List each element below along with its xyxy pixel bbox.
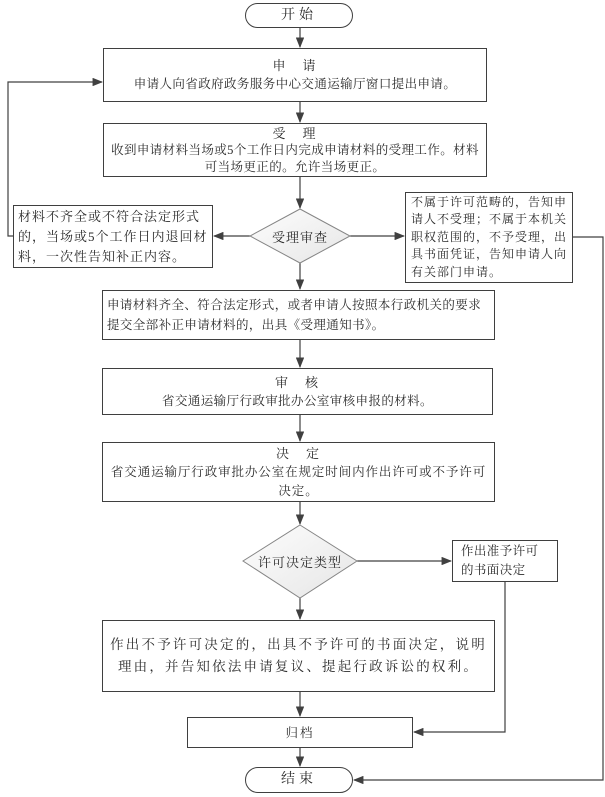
archive-box xyxy=(187,717,413,748)
incomplete-materials-text: 材料不齐全或不符合法定形式的，当场或5个工作日内退回材料，一次性告知补正内容。 xyxy=(18,208,208,264)
review-decision-label: 受理审查 xyxy=(271,229,328,245)
apply-step-box xyxy=(103,48,487,102)
apply-step-title: 申 请 xyxy=(272,58,318,73)
deny-decision-box xyxy=(102,620,495,692)
end-label: 结束 xyxy=(281,772,317,787)
audit-step-title: 审 核 xyxy=(274,374,320,390)
decide-step-box xyxy=(102,442,495,502)
grant-decision-box xyxy=(452,540,558,582)
apply-step-body: 申请人向省政府政务服务中心交通运输厅窗口提出申请。 xyxy=(133,77,457,91)
deny-decision-text: 作出不予许可决定的，出具不予许可的书面决定，说明理由，并告知依法申请复议、提起行政诉讼的权利。 xyxy=(110,637,487,674)
accept-step-body: 收到申请材料当场或5个工作日内完成申请材料的受理工作。材料可当场更正的。允许当场更正。 xyxy=(111,142,479,174)
decision-type-label: 许可决定类型 xyxy=(257,554,342,570)
not-in-scope-text: 不属于许可范畴的，告知申请人不受理；不属于本机关职权范围的，不予受理，出具书面凭证，告知申请人向有关部门申请。 xyxy=(411,194,568,279)
acceptance-notice-text: 申请材料齐全、符合法定形式，或者申请人按照本行政机关的要求提交全部补正申请材料的，出具《受理通知书》。 xyxy=(107,298,482,332)
start-label: 开始 xyxy=(281,7,317,23)
acceptance-notice-box xyxy=(102,290,495,340)
decide-step-body: 省交通运输厅行政审批办公室在规定时间内作出许可或不予许可决定。 xyxy=(110,464,487,498)
incomplete-materials-box xyxy=(13,205,213,268)
start-terminal xyxy=(245,3,353,28)
decide-step-title: 决 定 xyxy=(275,445,321,461)
not-in-scope-box xyxy=(405,192,573,283)
grant-decision-text: 作出准予许可的书面决定 xyxy=(461,544,539,577)
audit-step-box xyxy=(102,368,493,415)
audit-step-body: 省交通运输厅行政审批办公室审核申报的材料。 xyxy=(162,393,433,408)
archive-label: 归档 xyxy=(285,725,315,740)
end-terminal xyxy=(245,767,353,793)
accept-step-box xyxy=(103,123,487,177)
accept-step-title: 受 理 xyxy=(272,125,318,141)
